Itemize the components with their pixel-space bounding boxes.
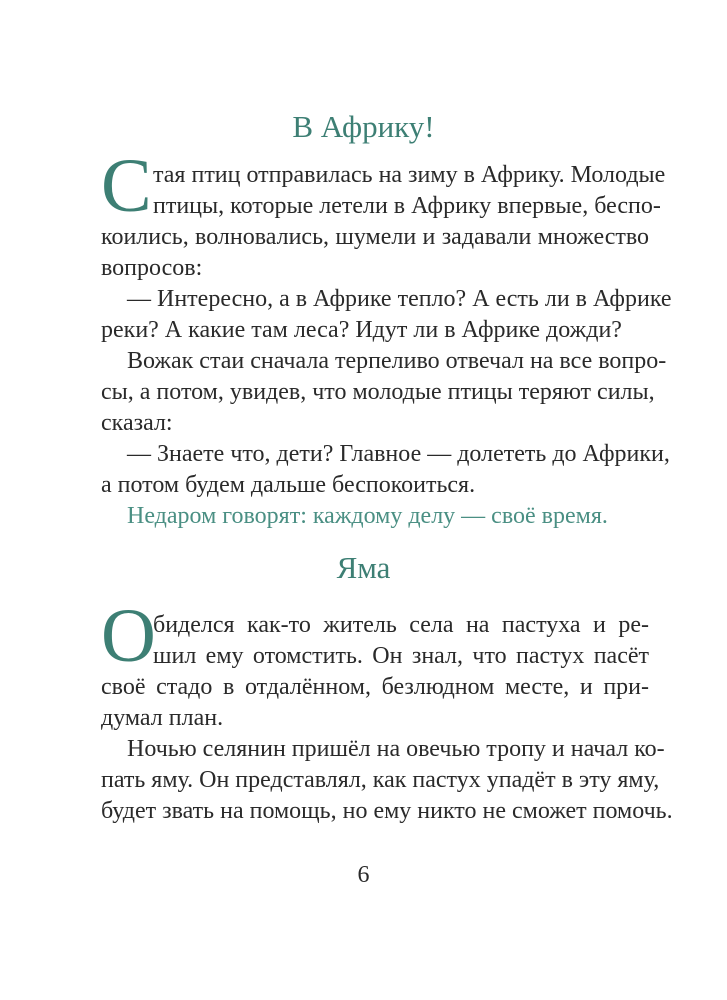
drop-cap: О	[101, 594, 156, 678]
page-number: 6	[357, 862, 370, 888]
story-text-pit	[101, 594, 673, 827]
story-text-africa	[101, 144, 672, 532]
text-line: своё стадо в отдалённом, безлюдном месте, и при-	[101, 674, 649, 700]
text-line: думал план.	[101, 705, 224, 731]
text-line: тая птиц отправилась на зиму в Африку. Молодые	[153, 162, 666, 188]
text-line: Вожак стаи сначала терпеливо отвечал на все вопро-	[127, 348, 667, 374]
drop-cap: С	[101, 144, 152, 228]
text-line: — Знаете что, дети? Главное — долететь до Африки,	[127, 441, 670, 467]
text-line: будет звать на помощь, но ему никто не сможет помочь.	[101, 798, 673, 824]
text-line: сы, а потом, увидев, что молодые птицы теряют силы,	[101, 379, 655, 405]
moral-line: Недаром говорят: каждому делу — своё время.	[127, 503, 608, 529]
text-line: шил ему отомстить. Он знал, что пастух пасёт	[153, 643, 649, 669]
text-line: Ночью селянин пришёл на овечью тропу и начал ко-	[127, 736, 665, 762]
story-title-africa: В Африку!	[292, 109, 435, 144]
text-line: реки? А какие там леса? Идут ли в Африке дожди?	[101, 317, 622, 343]
story-title-pit: Яма	[336, 550, 391, 585]
text-line: биделся как-то житель села на пастуха и ре-	[153, 612, 649, 638]
text-line: — Интересно, а в Африке тепло? А есть ли в Африке	[127, 286, 672, 312]
text-line: вопросов:	[101, 255, 203, 281]
text-line: сказал:	[101, 410, 173, 436]
text-line: птицы, которые летели в Африку впервые, беспо-	[153, 193, 661, 219]
text-line: пать яму. Он представлял, как пастух упадёт в эту яму,	[101, 767, 660, 793]
text-line: коились, волновались, шумели и задавали множество	[101, 224, 649, 250]
text-line: а потом будем дальше беспокоиться.	[101, 472, 476, 498]
